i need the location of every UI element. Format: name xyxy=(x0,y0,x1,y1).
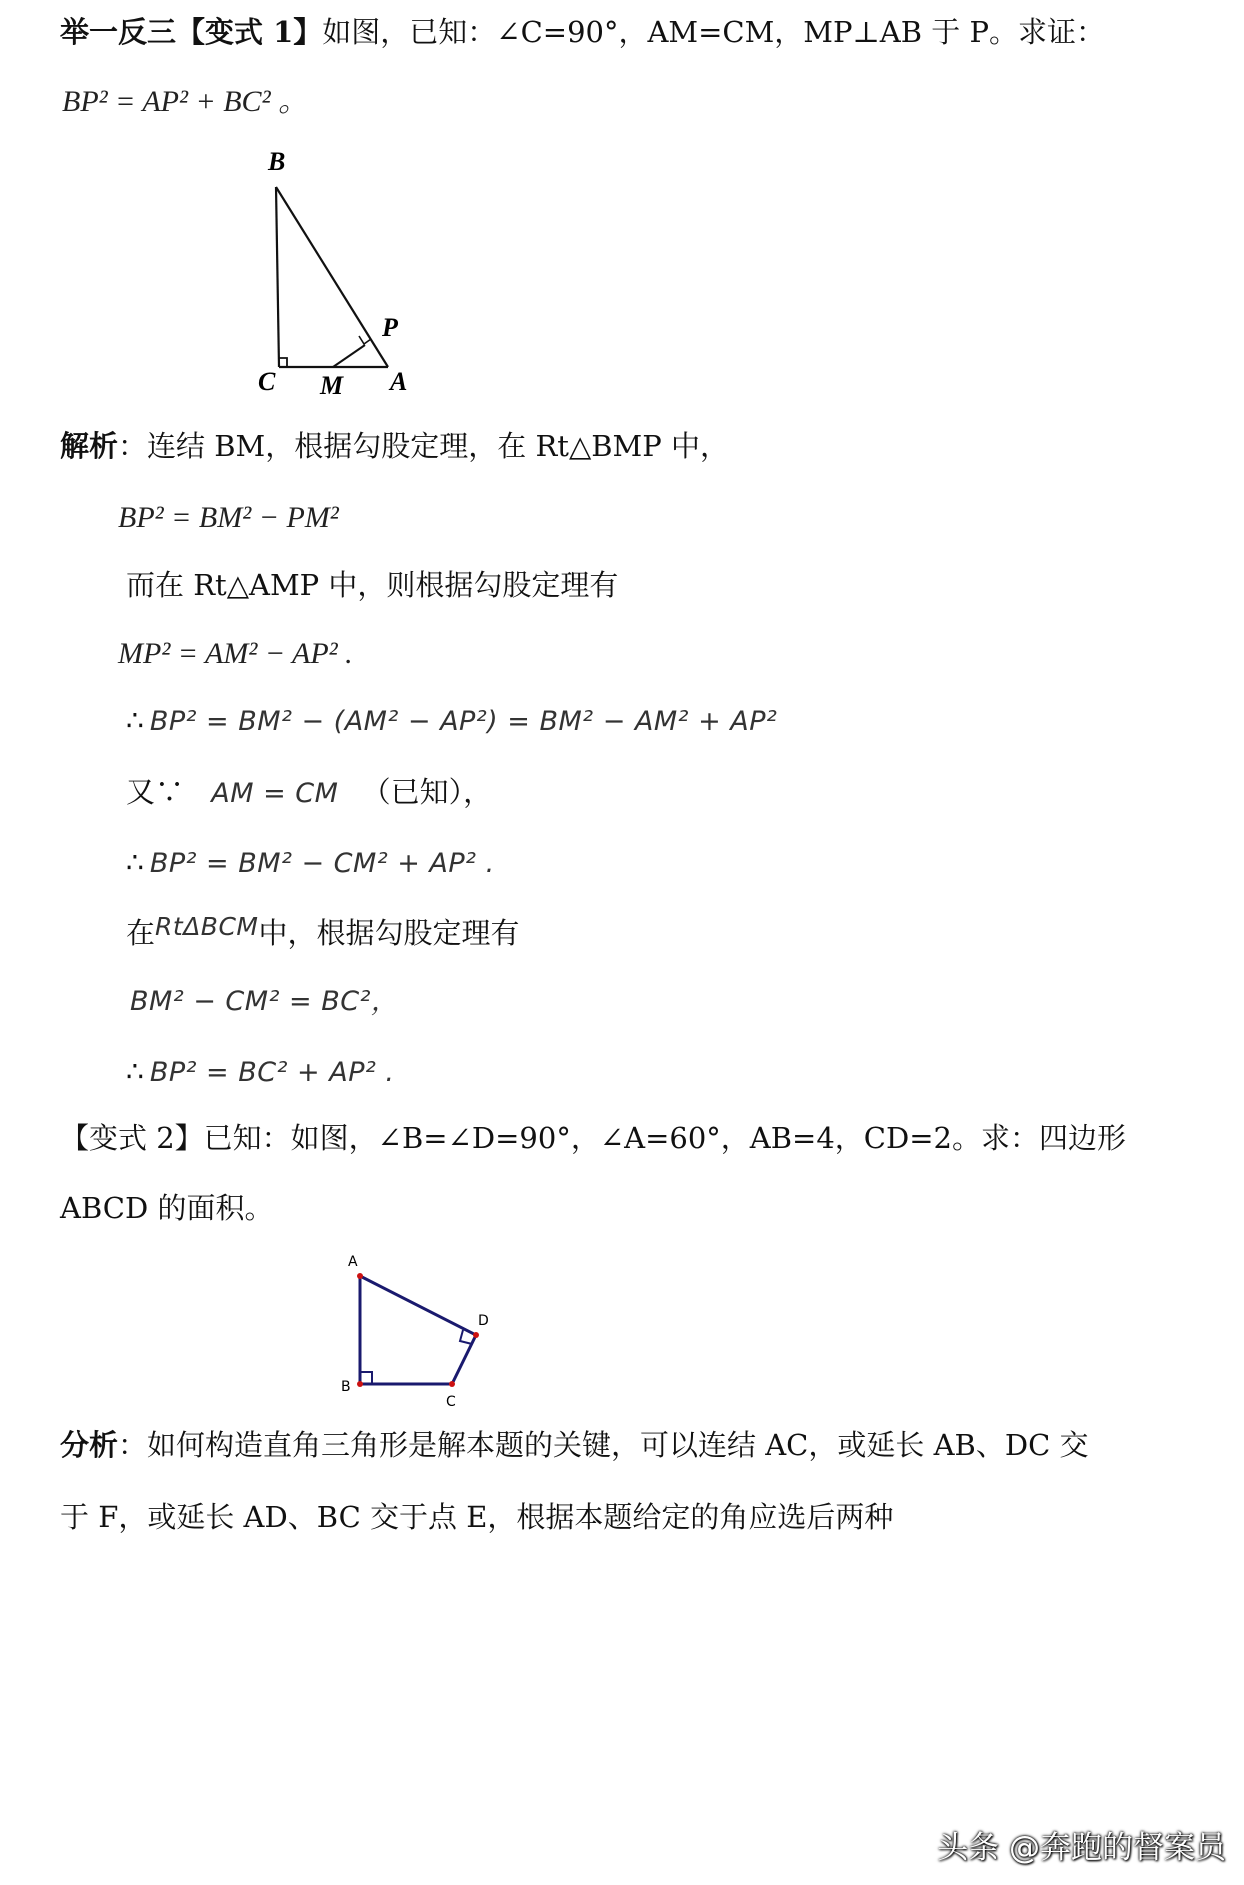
line5-prefix: 在 xyxy=(126,916,156,950)
vertex-a xyxy=(357,1273,363,1279)
figure1-triangle xyxy=(240,140,440,400)
equation-5: BM² − CM² = BC²， xyxy=(130,986,399,1017)
therefore-symbol: ∴ xyxy=(126,704,144,737)
analysis-line1 xyxy=(60,1425,1089,1465)
because-prefix: 又∵ xyxy=(126,775,185,809)
equation-6: BP² = BC² + AP² . xyxy=(149,1057,395,1088)
solution1-label: 解析 xyxy=(60,429,119,463)
point-label-c: C xyxy=(258,367,276,396)
solution1-line5 xyxy=(126,913,519,955)
right-angle-mark-c xyxy=(279,358,287,367)
figure2-quadrilateral xyxy=(330,1248,530,1418)
equation-1: BP² = BM² − PM² xyxy=(118,501,339,534)
because-suffix: （已知）， xyxy=(361,775,493,809)
watermark-text: 头条 @奔跑的督案员 xyxy=(937,1830,1226,1866)
problem1-label: 举一反三【变式 1】 xyxy=(60,15,323,49)
segment-mp xyxy=(333,345,365,367)
equation-6-row xyxy=(126,1051,394,1093)
point-label-a: A xyxy=(390,367,408,396)
line5-suffix: 中，根据勾股定理有 xyxy=(258,916,520,950)
vertex-label-a: A xyxy=(348,1254,358,1270)
problem2-line2: ABCD 的面积。 xyxy=(60,1191,274,1225)
segment-bc xyxy=(276,187,279,367)
quadrilateral-abcd xyxy=(360,1276,476,1384)
triangle-bcm: RtΔBCM xyxy=(155,912,259,941)
analysis-line2: 于 F，或延长 AD、BC 交于点 E，根据本题给定的角应选后两种 xyxy=(60,1500,894,1534)
vertex-label-b: B xyxy=(341,1379,351,1395)
vertex-c xyxy=(449,1381,455,1387)
analysis-text-1: ：如何构造直角三角形是解本题的关键，可以连结 AC，或延长 AB、DC 交 xyxy=(118,1428,1089,1462)
equation-4: BP² = BM² − CM² + AP² . xyxy=(149,848,495,879)
equation-4-row xyxy=(126,842,495,884)
vertex-label-d: D xyxy=(478,1313,489,1329)
because-row xyxy=(126,772,492,814)
equation-3-row xyxy=(126,700,777,742)
vertex-b xyxy=(357,1381,363,1387)
because-equation: AM = CM xyxy=(211,778,339,809)
point-label-p: P xyxy=(382,313,398,342)
therefore-symbol: ∴ xyxy=(126,846,144,879)
problem1-text: 如图，已知：∠C=90°，AM=CM，MP⊥AB 于 P。求证： xyxy=(322,15,1105,49)
solution1-line2: 而在 Rt△AMP 中，则根据勾股定理有 xyxy=(126,568,619,602)
equation-3: BP² = BM² − (AM² − AP²) = BM² − AM² + AP² xyxy=(149,706,778,737)
equation-2: MP² = AM² − AP² . xyxy=(118,637,353,670)
vertex-d xyxy=(473,1332,479,1338)
solution1-intro xyxy=(60,426,729,466)
therefore-symbol: ∴ xyxy=(126,1055,144,1088)
analysis-label: 分析 xyxy=(60,1428,119,1462)
problem2-line1: 【变式 2】已知：如图，∠B=∠D=90°，∠A=60°，AB=4，CD=2。求：四边形 xyxy=(60,1121,1126,1155)
point-label-m: M xyxy=(320,371,344,400)
problem1-goal: BP² = AP² + BC² 。 xyxy=(62,85,309,118)
segment-ab xyxy=(276,187,388,367)
point-label-b: B xyxy=(268,147,286,176)
problem1-statement xyxy=(60,12,1105,52)
solution1-intro-text: ：连结 BM，根据勾股定理，在 Rt△BMP 中， xyxy=(118,429,729,463)
vertex-label-c: C xyxy=(446,1394,456,1410)
